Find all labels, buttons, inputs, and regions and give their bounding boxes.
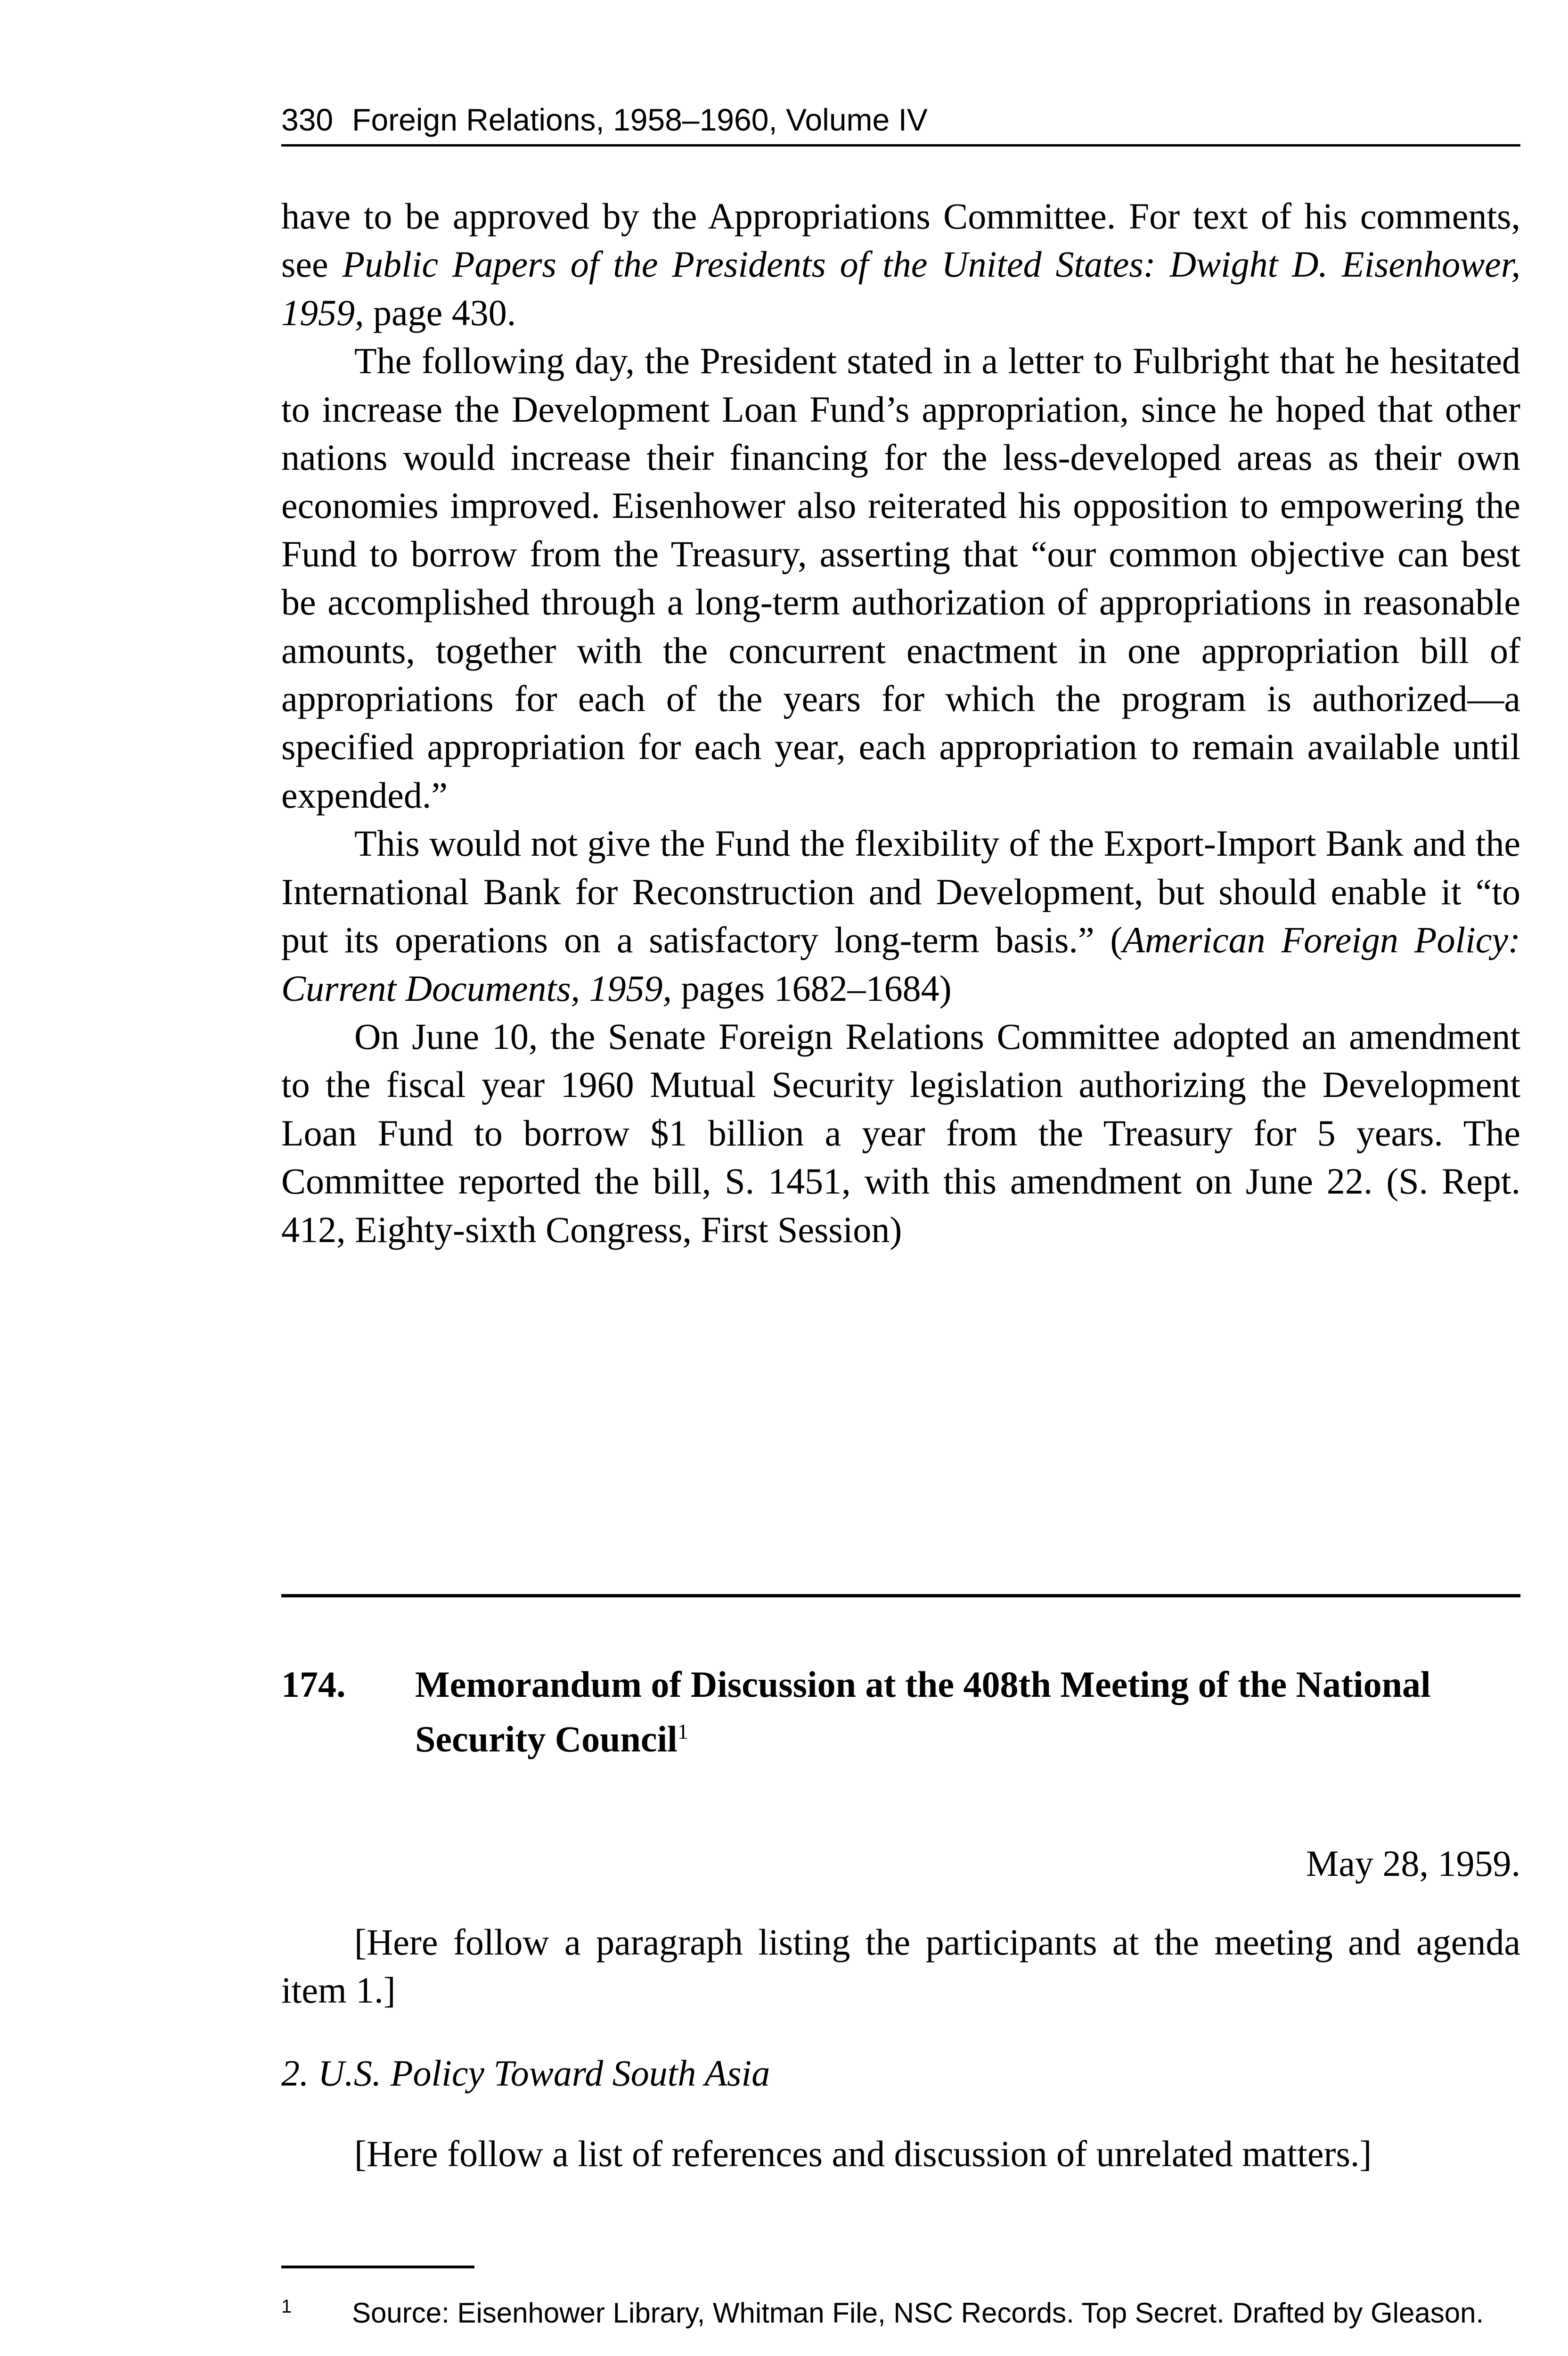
running-head [281, 99, 1520, 140]
document-title-text: Memorandum of Discussion at the 408th Meeting of the National Security Council [415, 1664, 1431, 1759]
body-text [281, 192, 1520, 1254]
paragraph-text: have to be approved by the Appropriations Committee. For text of his comments, see [281, 196, 1520, 285]
footnote [281, 2289, 1520, 2331]
editorial-note-text: [Here follow a list of references and discussion of unrelated matters.] [354, 2133, 1372, 2174]
citation-italic: American Foreign Policy: Current Documents, 1959, [281, 919, 1521, 1009]
paragraph-text: page 430. [364, 292, 516, 333]
section-divider [281, 1594, 1520, 1597]
paragraph-text: This would not give the Fund the flexibility of the Export-Import Bank and the International Bank for Reconstruction and Development, but should enable it “to put its operations on a satisfactory long-term basis.” ( [281, 823, 1520, 961]
paragraph [281, 819, 1520, 1013]
paragraph: The following day, the President stated in a letter to Fulbright that he hesitated to increase the Development Loan Fund’s appropriation, since he hoped that other nations would increase their financing for the less-developed areas as their own economies improved. Eisenhower also reiterated his opposition to empowering the Fund to borrow from the Treasury, asserting that “our common objective can best be accomplished through a long-term authorization of appropriations in reasonable amounts, together with the concurrent enactment in one appropriation bill of appropriations for each of the years for which the program is authorized—a specified appropriation for each year, each appropriation to remain available until expended.” [281, 340, 1520, 816]
editorial-note [281, 1918, 1520, 2014]
document-title [415, 1661, 1499, 1763]
dateline: May 28, 1959. [1306, 1843, 1520, 1884]
header-rule [281, 144, 1520, 147]
footnote-indent [281, 2289, 352, 2331]
footnote-text: Source: Eisenhower Library, Whitman File, NSC Records. Top Secret. Drafted by Gleason. [352, 2297, 1484, 2329]
paragraph-continued [281, 192, 1520, 337]
document-number: 174. [281, 1664, 346, 1705]
footnote-rule [281, 2266, 474, 2268]
editorial-note-text: [Here follow a paragraph listing the participants at the meeting and agenda item 1.] [281, 1922, 1520, 2011]
citation-italic: Public Papers of the Presidents of the United States: Dwight D. Eisenhower, 1959, [281, 244, 1520, 333]
page-number: 330 [281, 102, 334, 137]
paragraph-text: pages 1682–1684) [672, 967, 952, 1009]
editorial-note [281, 2130, 1520, 2178]
paragraph: On June 10, the Senate Foreign Relations Committee adopted an amendment to the fiscal year 1960 Mutual Security legislation authorizing the Development Loan Fund to borrow $1 billion a year from the Treasury for 5 years. The Committee reported the bill, S. 1451, with this amendment on June 22. (S. Rept. 412, Eighty-sixth Congress, First Session) [281, 1015, 1520, 1250]
agenda-subheading: 2. U.S. Policy Toward South Asia [281, 2053, 770, 2094]
footnote-number: 1 [281, 2296, 292, 2317]
footnote-marker: 1 [677, 1719, 688, 1743]
running-title: Foreign Relations, 1958–1960, Volume IV [352, 102, 928, 137]
